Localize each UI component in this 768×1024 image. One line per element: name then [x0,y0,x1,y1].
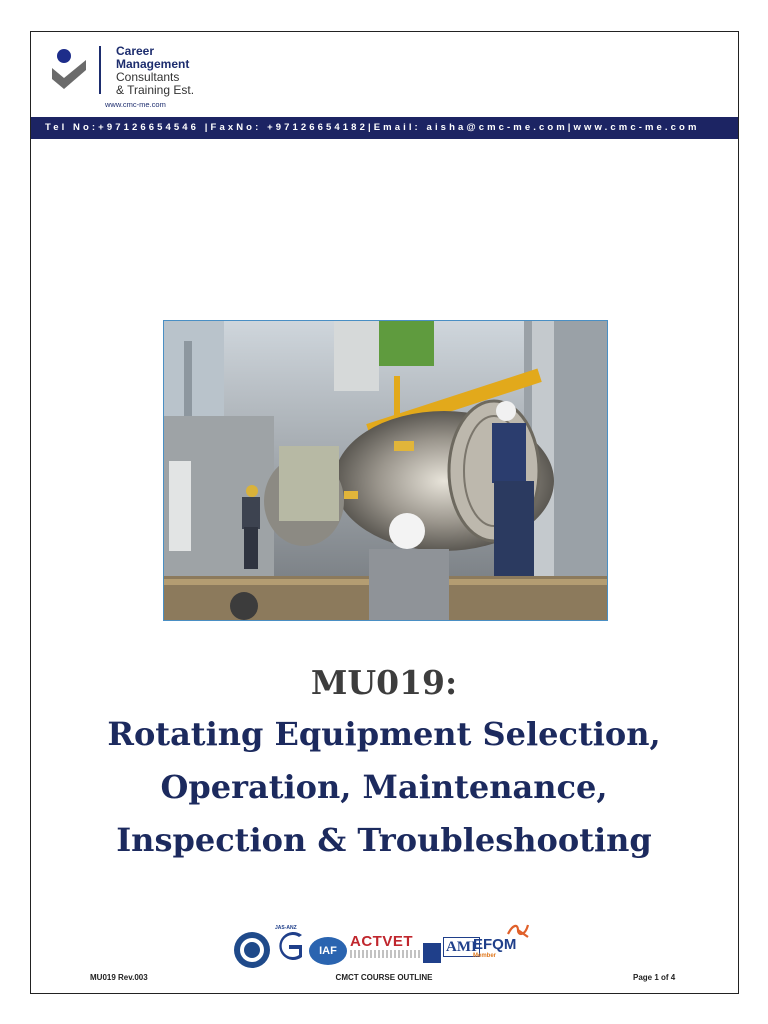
ami-label: AMI [446,939,477,955]
course-title-block [60,658,708,867]
cmc-logo-icon [52,48,88,90]
logo-line-2: Management [116,57,190,71]
course-title-line-3: Inspection & Troubleshooting [116,821,652,859]
iaf-label: IAF [319,945,337,957]
course-title-line-1: Rotating Equipment Selection, [107,715,661,753]
contact-bar: Tel No:+97126654546 |FaxNo: +97126654182|Email: aisha@cmc-me.com|www.cmc-me.com [31,117,738,139]
logo-line-4: & Training Est. [116,83,195,97]
gas-turbine-maintenance-photo [163,320,608,621]
efqm-ribbon-icon [505,921,531,944]
qa-seal-icon [233,931,271,974]
efqm-label: EFQM [473,936,517,953]
company-name [116,45,194,97]
logo-line-3: Consultants [116,70,180,84]
accreditation-logos [233,921,533,971]
logo-line-1: Career [116,44,155,58]
jas-anz-logo-icon [275,925,303,966]
iaf-logo [309,937,347,965]
course-code: MU019: [310,663,458,702]
actvet-label: ACTVET [350,933,413,950]
company-url[interactable]: www.cmc-me.com [105,100,166,109]
actvet-subtext [350,950,420,958]
logo-divider [99,46,101,94]
jas-anz-label: JAS-ANZ [275,925,297,931]
actvet-logo [350,933,420,958]
footer-page-number: Page 1 of 4 [633,973,676,982]
footer-doc-type: CMCT COURSE OUTLINE [335,973,433,982]
footer-revision: MU019 Rev.003 [90,973,148,982]
efqm-member-label: Member [473,953,497,959]
ami-emblem-icon [423,943,441,963]
course-title-line-2: Operation, Maintenance, [160,768,608,806]
